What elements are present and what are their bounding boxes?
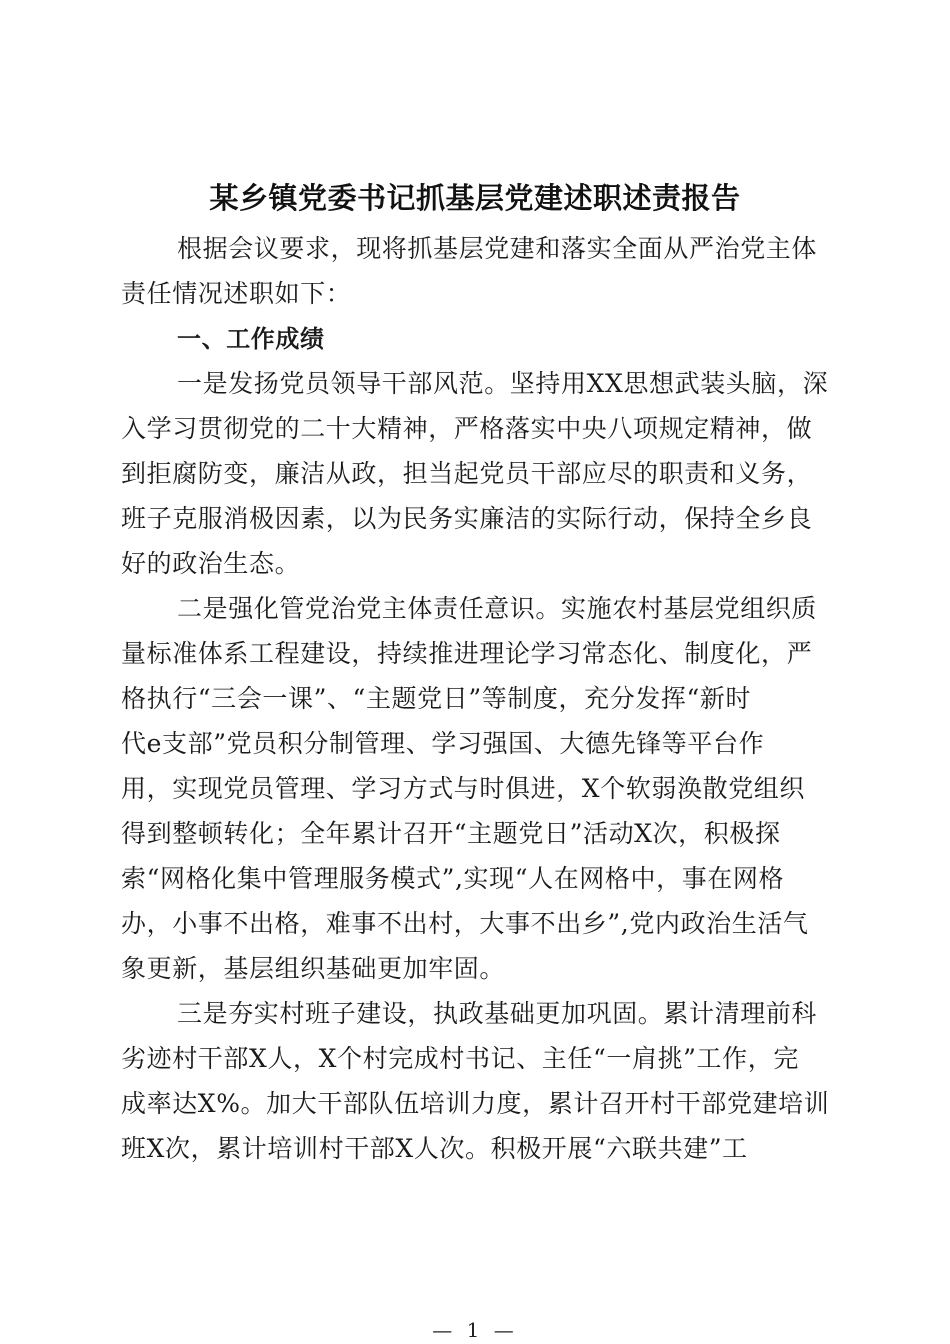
paragraph-line: 成率达X%。加大干部队伍培训力度，累计召开村干部党建培训 [121, 1089, 830, 1118]
paragraph-line: 入学习贯彻党的二十大精神，严格落实中央八项规定精神，做 [121, 414, 813, 443]
paragraph-line: 劣迹村干部X人，X个村完成村书记、主任“一肩挑”工作，完 [121, 1044, 799, 1073]
paragraph-line: 好的政治生态。 [121, 549, 301, 578]
paragraph-line: 用，实现党员管理、学习方式与时俱进，X个软弱涣散党组织 [121, 774, 805, 803]
paragraph-line: 格执行“三会一课”、“主题党日”等制度，充分发挥“新时 [121, 684, 752, 713]
paragraph-line: 班X次，累计培训村干部X人次。积极开展“六联共建”工 [121, 1134, 748, 1163]
paragraph-line: 根据会议要求，现将抓基层党建和落实全面从严治党主体 [177, 234, 818, 263]
paragraph-line: 责任情况述职如下： [121, 279, 352, 308]
paragraph-line: 二是强化管党治党主体责任意识。实施农村基层党组织质 [177, 594, 818, 623]
document-title: 某乡镇党委书记抓基层党建述职述责报告 [209, 181, 741, 215]
paragraph-line: 到拒腐防变，廉洁从政，担当起党员干部应尽的职责和义务， [121, 459, 813, 488]
paragraph-line: 三是夯实村班子建设，执政基础更加巩固。累计清理前科 [177, 999, 818, 1028]
paragraph-line: 办，小事不出格，难事不出村，大事不出乡”,党内政治生活气 [121, 909, 809, 938]
document-body [121, 226, 833, 1171]
paragraph-line: 代e支部”党员积分制管理、学习强国、大德先锋等平台作 [121, 729, 765, 758]
paragraph-line: 象更新，基层组织基础更加牢固。 [121, 954, 506, 983]
page-number: — 1 — [432, 1318, 518, 1342]
section-heading [121, 316, 833, 361]
paragraph-line: 索“网格化集中管理服务模式”,实现“人在网格中，事在网格 [121, 864, 785, 893]
paragraph-line: 一是发扬党员领导干部风范。坚持用XX思想武装头脑，深 [177, 369, 829, 398]
paragraph-line: 得到整顿转化；全年累计召开“主题党日”活动X次，积极探 [121, 819, 781, 848]
section-heading-text: 一、工作成绩 [177, 325, 325, 353]
paragraph-line: 量标准体系工程建设，持续推进理论学习常态化、制度化，严 [121, 639, 813, 668]
paragraph-line: 班子克服消极因素，以为民务实廉洁的实际行动，保持全乡良 [121, 504, 813, 533]
